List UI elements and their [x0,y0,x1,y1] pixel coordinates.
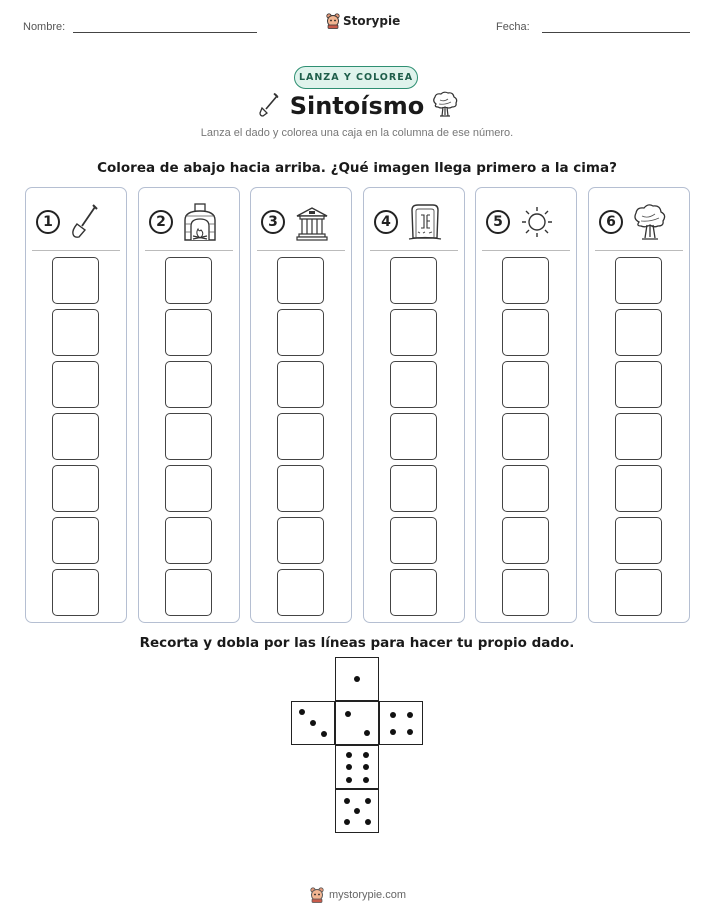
color-box[interactable] [390,361,437,408]
die-pip [365,798,371,804]
die-face-2 [335,701,379,745]
color-box[interactable] [390,309,437,356]
color-box[interactable] [615,517,662,564]
die-face-6 [335,745,379,789]
footer-url: mystorypie.com [329,889,407,901]
column-6 [588,187,690,623]
die-pip [365,819,371,825]
shovel-icon [68,202,104,242]
color-box[interactable] [277,413,324,460]
color-box[interactable] [52,413,99,460]
color-box[interactable] [52,465,99,512]
column-number: 5 [486,210,510,234]
date-line [542,32,690,33]
tree-title-icon [430,90,460,120]
die-pip [354,676,360,682]
name-line [73,32,257,33]
color-box[interactable] [52,309,99,356]
color-box[interactable] [615,257,662,304]
name-label: Nombre: [23,21,66,33]
color-box[interactable] [502,361,549,408]
color-box[interactable] [390,517,437,564]
die-pip [390,729,396,735]
color-box[interactable] [277,517,324,564]
activity-badge: LANZA Y COLOREA [294,66,418,89]
stone-tablet-icon [406,202,444,242]
die-pip [363,752,369,758]
color-box[interactable] [502,465,549,512]
color-box[interactable] [52,517,99,564]
die-pip [407,729,413,735]
color-box[interactable] [277,569,324,616]
color-box[interactable] [502,413,549,460]
die-pip [363,764,369,770]
die-face-1 [335,657,379,701]
brand-logo [326,13,400,29]
sun-icon [518,202,556,242]
color-box[interactable] [615,413,662,460]
page-subtitle: Lanza el dado y colorea una caja en la columna de ese número. [200,127,514,139]
column-1 [25,187,127,623]
sacred-tree-icon [631,202,669,242]
color-box[interactable] [52,257,99,304]
column-number: 1 [36,210,60,234]
color-box[interactable] [502,257,549,304]
die-pip [346,777,352,783]
die-pip [344,819,350,825]
column-number: 6 [599,210,623,234]
die-pip [363,777,369,783]
color-box[interactable] [52,569,99,616]
color-box[interactable] [390,413,437,460]
die-pip [407,712,413,718]
color-box[interactable] [165,569,212,616]
color-box[interactable] [615,309,662,356]
color-box[interactable] [165,465,212,512]
hearth-icon [181,202,219,242]
color-box[interactable] [502,569,549,616]
column-number: 4 [374,210,398,234]
coloring-instruction: Colorea de abajo hacia arriba. ¿Qué imagen llega primero a la cima? [97,160,617,176]
color-box[interactable] [277,309,324,356]
die-pip [299,709,305,715]
die-pip [310,720,316,726]
die-pip [390,712,396,718]
color-box[interactable] [165,413,212,460]
shrine-icon [293,202,331,242]
storypie-mascot-icon [310,887,324,903]
die-pip [354,808,360,814]
color-box[interactable] [390,569,437,616]
column-number: 3 [261,210,285,234]
color-box[interactable] [502,517,549,564]
color-box[interactable] [277,465,324,512]
column-5 [475,187,577,623]
color-box[interactable] [502,309,549,356]
die-face-5 [335,789,379,833]
die-pip [321,731,327,737]
dice-instruction: Recorta y dobla por las líneas para hacer tu propio dado. [139,635,575,651]
column-4 [363,187,465,623]
die-face-4 [379,701,423,745]
die-pip [364,730,370,736]
column-number: 2 [149,210,173,234]
color-box[interactable] [615,465,662,512]
color-box[interactable] [277,257,324,304]
date-label: Fecha: [496,21,530,33]
color-box[interactable] [165,361,212,408]
color-box[interactable] [390,257,437,304]
color-box[interactable] [390,465,437,512]
storypie-mascot-icon [326,13,340,29]
color-box[interactable] [52,361,99,408]
brand-name: Storypie [343,14,401,28]
die-pip [346,764,352,770]
page-title: Sintoísmo [289,92,425,120]
die-pip [346,752,352,758]
die-pip [345,711,351,717]
column-2 [138,187,240,623]
color-box[interactable] [615,361,662,408]
color-box[interactable] [615,569,662,616]
footer [310,887,406,903]
die-face-3 [291,701,335,745]
color-box[interactable] [165,517,212,564]
color-box[interactable] [277,361,324,408]
column-3 [250,187,352,623]
die-pip [344,798,350,804]
color-box[interactable] [165,257,212,304]
color-box[interactable] [165,309,212,356]
